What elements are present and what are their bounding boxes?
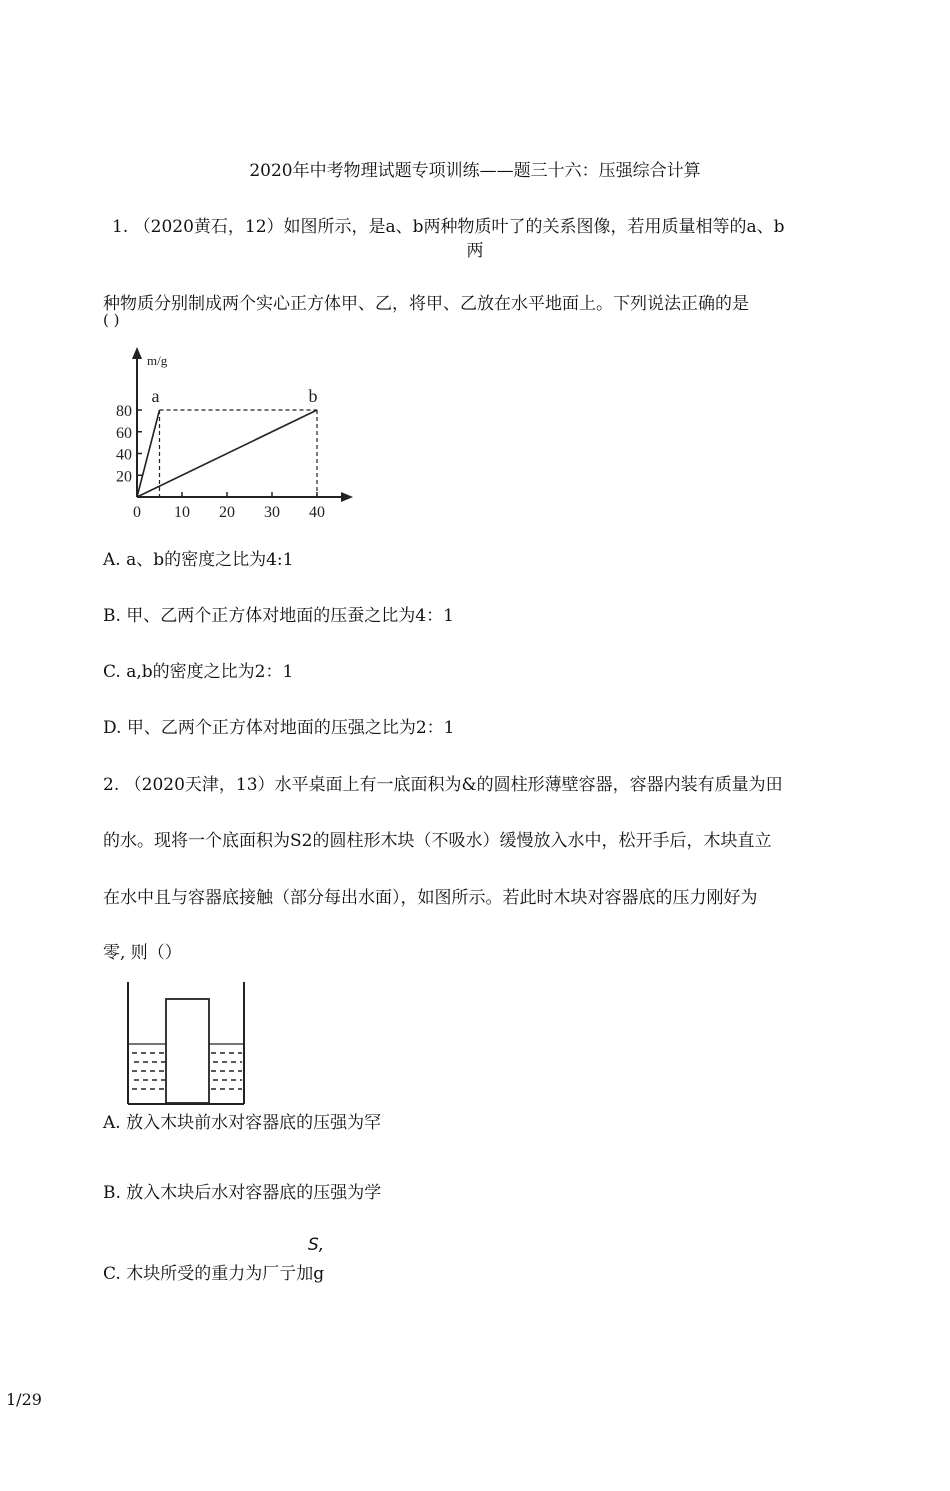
page-title: 2020年中考物理试题专项训练——题三十六：压强综合计算: [249, 161, 701, 181]
q1-option-a: A. a、b的密度之比为4:1: [103, 550, 294, 570]
q1-line2-wrap: ( ): [103, 311, 120, 329]
q1-option-c: C. a,b的密度之比为2：1: [103, 662, 294, 682]
series-label-b: b: [308, 386, 318, 406]
chart-axes: [132, 347, 353, 502]
y-tick-label: 40: [116, 446, 132, 464]
x-tick-label: 40: [309, 504, 325, 521]
q2-line: 2. （2020天津，13）水平桌面上有一底面积为&的圆柱形薄壁容器，容器内装有质量为田: [103, 775, 783, 795]
x-tick-label: 20: [219, 504, 235, 521]
x-tick-label: 30: [264, 504, 280, 521]
q1-option-b: B. 甲、乙两个正方体对地面的压蚕之比为4：1: [103, 606, 454, 626]
container-diagram: [120, 978, 255, 1108]
formula-fragment: S,: [308, 1235, 325, 1255]
y-tick-label: 60: [116, 424, 132, 442]
q2-option-b: B. 放入木块后水对容器底的压强为学: [103, 1183, 382, 1203]
q2-option-c: C. 木块所受的重力为厂亍加g: [103, 1264, 325, 1284]
q1-line1: 1. （2020黄石，12）如图所示，是a、b两种物质叶了的关系图像，若用质量相等的a、b: [112, 217, 785, 237]
x-axis-arrow: [341, 492, 353, 502]
q2-option-a: A. 放入木块前水对容器底的压强为罕: [103, 1113, 382, 1133]
q2-line: 零, 则（）: [103, 943, 182, 963]
series-line-b: [137, 410, 317, 497]
page-number: 1/29: [6, 1390, 42, 1409]
wood-block: [166, 999, 209, 1103]
q2-line: 的水。现将一个底面积为S2的圆柱形木块（不吸水）缓慢放入水中，松开手后，木块直立: [103, 831, 772, 851]
x-tick-label: 0: [133, 504, 141, 521]
q1-line1-wrap: 两: [466, 241, 484, 261]
y-axis-arrow: [132, 347, 142, 359]
x-tick-label: 10: [174, 504, 190, 521]
q2-line: 在水中且与容器底接触（部分每出水面），如图所示。若此时木块对容器底的压力刚好为: [103, 888, 758, 908]
y-tick-label: 80: [116, 403, 132, 420]
series-label-a: a: [151, 386, 160, 406]
q1-option-d: D. 甲、乙两个正方体对地面的压强之比为2：1: [103, 718, 455, 738]
y-tick-label: 20: [116, 468, 132, 486]
q1-line2: 种物质分别制成两个实心正方体甲、乙，将甲、乙放在水平地面上。下列说法正确的是: [103, 294, 749, 314]
mass-volume-chart: [105, 345, 365, 530]
y-axis-label: m/g: [147, 353, 168, 368]
